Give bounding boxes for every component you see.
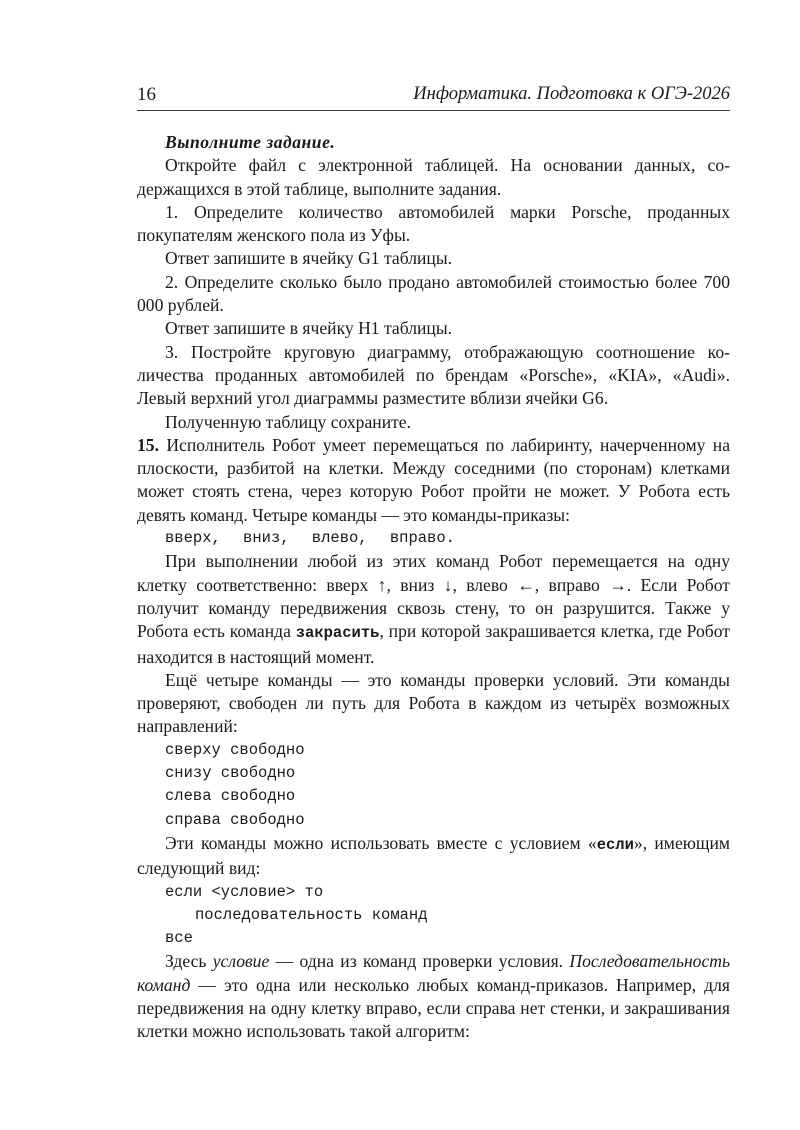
inline-code: закрасить xyxy=(295,624,380,643)
task-heading-text: Выполните задание. xyxy=(165,132,336,152)
command: вправо. xyxy=(389,529,455,548)
code-line: если <условие> то xyxy=(165,882,324,901)
text: , при которой закрашивается клетка, где Робот находится в настоящий момент. xyxy=(137,621,730,667)
inline-code: если xyxy=(596,835,634,854)
code-line: последовательность команд xyxy=(195,905,428,924)
page-header xyxy=(137,84,730,111)
paragraph xyxy=(137,832,730,881)
task-15-text: Исполнитель Робот умеет перемещаться по лабиринту, начерченному на плоскости, разбитой на клетки. Между соседними (по сторонам) клетками может стоять стена, через которую Робот пройти не может. У Робота есть девять команд. Четыре команды — это команды-приказы: xyxy=(137,434,730,525)
command: вверх, xyxy=(165,529,221,548)
paragraph: 2. Определите сколько было продано автомобилей стоимостью более 700 000 рублей. xyxy=(137,271,730,316)
text: », имеющим следующий вид: xyxy=(137,832,730,879)
paragraph: 3. Постройте круговую диаграмму, отображающую соотношение количества проданных автомобилей по брендам «Porsche», «KIA», «Audi». Левый верхний угол диаграммы разместите вблизи ячейки G6. xyxy=(137,341,730,409)
task-15-intro xyxy=(137,434,730,527)
text: Эти команды можно использовать вместе с условием « xyxy=(165,832,597,853)
text: Здесь xyxy=(165,951,213,972)
task-heading xyxy=(137,131,730,154)
italic-term: Последовательность команд xyxy=(137,951,730,995)
text: — это одна или несколько любых команд-приказов. Например, для передвижения на одну клетку вправо, если справа нет стенки, и закрашивания клетки можно использовать такой алгоритм: xyxy=(137,974,730,1042)
move-commands xyxy=(137,527,455,550)
check-command: сверху свободно xyxy=(165,740,305,759)
check-command: снизу свободно xyxy=(165,764,296,783)
paragraph: Ещё четыре команды — это команды проверки условий. Эти команды проверяют, свободен ли путь для Робота в каждом из четырёх возможных направлений: xyxy=(137,669,730,737)
check-command: слева свободно xyxy=(165,787,296,806)
italic-term: условие xyxy=(212,951,270,972)
command: влево, xyxy=(311,529,368,548)
task-number: 15. xyxy=(137,434,159,455)
paragraph: 1. Определите количество автомобилей марки Porsche, проданных покупателям женского пола из Уфы. xyxy=(137,201,730,246)
code-line: все xyxy=(165,929,193,948)
paragraph: Ответ запишите в ячейку G1 таблицы. xyxy=(165,248,453,269)
paragraph: Ответ запишите в ячейку H1 таблицы. xyxy=(165,318,453,339)
page-body xyxy=(137,131,730,1044)
page-number: 16 xyxy=(137,84,156,105)
check-command: справа свободно xyxy=(165,810,305,829)
paragraph xyxy=(137,950,730,1043)
running-title: Информатика. Подготовка к ОГЭ-2026 xyxy=(413,84,730,104)
paragraph: Полученную таблицу сохраните. xyxy=(165,411,412,432)
text: — одна из команд проверки условия. xyxy=(269,951,570,972)
paragraph xyxy=(137,550,730,668)
paragraph: Откройте файл с электронной таблицей. На основании данных, содержащихся в этой таблице, выполните задания. xyxy=(137,155,730,199)
text: При выполнении любой из этих команд Робот перемещается на одну клетку соответственно: вверх ↑, вниз ↓, влево ←, вправо →. Если Робот получит команду передвижения сквозь стену, то он разрушится. Также у Робота есть команда xyxy=(137,551,730,642)
command: вниз, xyxy=(243,529,290,548)
